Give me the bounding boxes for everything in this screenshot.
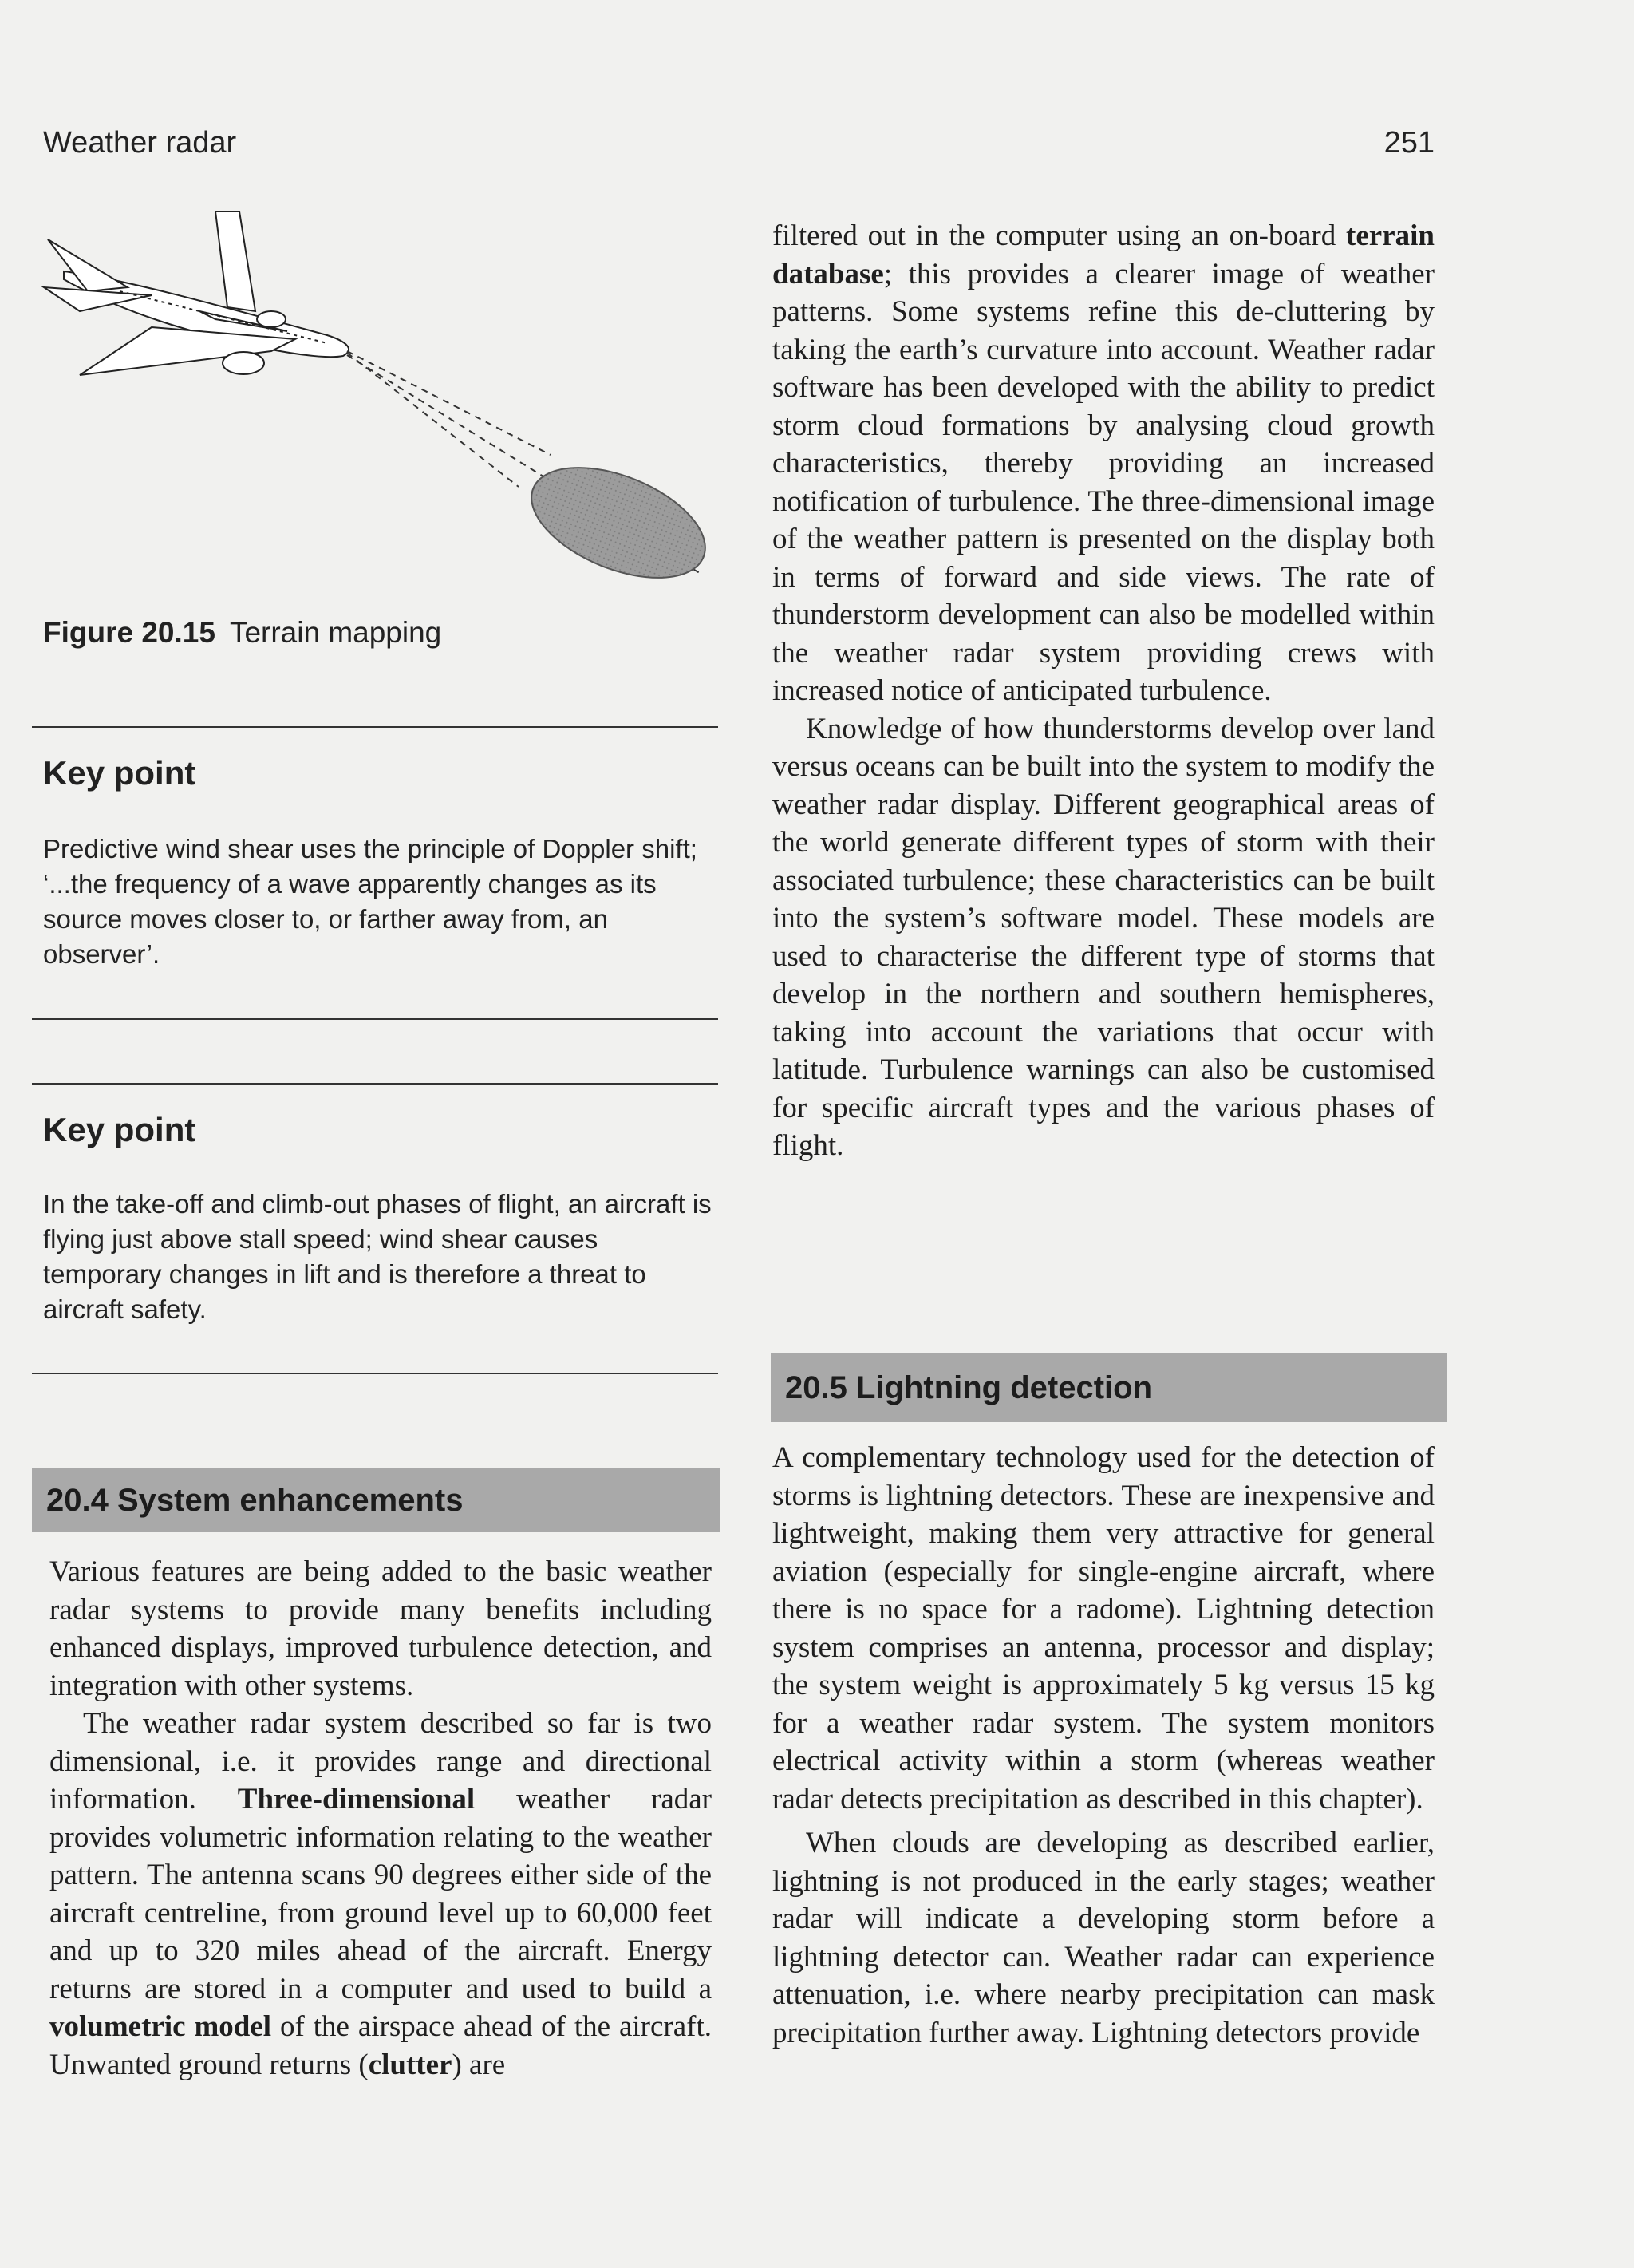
section-heading-text: 20.5 Lightning detection — [785, 1369, 1153, 1405]
running-head: Weather radar — [43, 126, 237, 160]
terrain-footprint — [516, 445, 721, 599]
left-column-text — [49, 1553, 712, 2084]
bold-term: terrain database — [772, 219, 1435, 290]
bold-term: volumetric model — [49, 2010, 272, 2043]
key-point-rule-bottom — [32, 1373, 718, 1374]
page-number: 251 — [1383, 126, 1435, 160]
aircraft-illustration — [44, 211, 349, 375]
text-run: ; this provides a clearer image of weather patterns. Some systems refine this de-cluttering by taking the earth’s curvature into account. Weather radar software has been developed with the ability to predict storm cloud formations by analysing cloud growth characteristics, thereby providing an increased notification of turbulence. The three-dimensional image of the weather pattern is presented on the display both in terms of forward and side views. The rate of thunderstorm development can also be modelled within the weather radar system providing crews with increased notice of anticipated turbulence. — [772, 257, 1435, 707]
section-heading-20-5 — [771, 1353, 1447, 1422]
text-run: of the airspace ahead of the aircraft. Unwanted ground returns ( — [49, 2010, 712, 2081]
figure-caption — [43, 616, 441, 650]
bold-term: Three-dimensional — [237, 1783, 476, 1816]
key-point-text: In the take-off and climb-out phases of flight, an aircraft is flying just above stall speed; wind shear causes temporary changes in lift and is therefore a threat to aircraft safety. — [43, 1189, 712, 1324]
key-point-rule-top — [32, 1083, 718, 1085]
text-run: The weather radar system described so far is two dimensional, i.e. it provides range and directional information. — [49, 1707, 712, 1816]
figure-caption-text: Terrain mapping — [229, 616, 442, 649]
right-column-text — [772, 217, 1435, 1165]
figure-number: Figure 20.15 — [43, 616, 215, 649]
paragraph: A complementary technology used for the detection of storms is lightning detectors. These are inexpensive and lightweight, making them very attractive for general aviation (especially for single-engine aircraft, where there is no space for a radome). Lightning detection system comprises an antenna, processor and display; the system weight is approximately 5 kg versus 15 kg for a weather radar system. The system monitors electrical activity within a storm (whereas weather radar detects precipitation as described in this chapter). — [772, 1441, 1435, 1816]
key-point-title: Key point — [43, 1111, 196, 1148]
right-column-text-lower — [772, 1439, 1435, 2052]
paragraph: Various features are being added to the basic weather radar systems to provide many benefits including enhanced displays, improved turbulence detection, and integration with other systems. — [49, 1555, 712, 1702]
key-point-rule-bottom — [32, 1018, 718, 1020]
paragraph — [772, 217, 1435, 710]
bold-term: clutter — [368, 2048, 452, 2081]
text-run: ) are — [452, 2048, 506, 2081]
section-heading-text: 20.4 System enhancements — [46, 1482, 464, 1518]
key-point-title: Key point — [43, 754, 196, 792]
paragraph: Knowledge of how thunderstorms develop over land versus oceans can be built into the system to modify the weather radar display. Different geographical areas of the world generate different types of storm with their associated turbulence; these characteristics can be built into the system’s software model. These models are used to characterise the different type of storms that develop in the northern and southern hemispheres, taking into account the variations that occur with latitude. Turbulence warnings can also be customised for specific aircraft types and the various phases of flight. — [772, 712, 1435, 1162]
section-heading-20-4 — [32, 1468, 720, 1532]
key-point-text: Predictive wind shear uses the principle of Doppler shift; ‘...the frequency of a wave apparently changes as its source moves closer to, or farther away from, an observer’. — [43, 834, 697, 969]
key-point-rule-top — [32, 726, 718, 728]
terrain-mapping-figure — [32, 200, 734, 599]
paragraph — [49, 1705, 712, 2084]
text-run: weather radar provides volumetric information relating to the weather pattern. The antenna scans 90 degrees either side of the aircraft centreline, from ground level up to 60,000 feet and up to 320 miles ahead of the aircraft. Energy returns are stored in a computer and used to build a — [49, 1783, 712, 2005]
text-run: filtered out in the computer using an on-board — [772, 219, 1347, 252]
paragraph: When clouds are developing as described earlier, lightning is not produced in the early stages; weather radar will indicate a developing storm before a lightning detector can. Weather radar can experience attenuation, i.e. where nearby precipitation can mask precipitation further away. Lightning detectors provide — [772, 1827, 1435, 2049]
